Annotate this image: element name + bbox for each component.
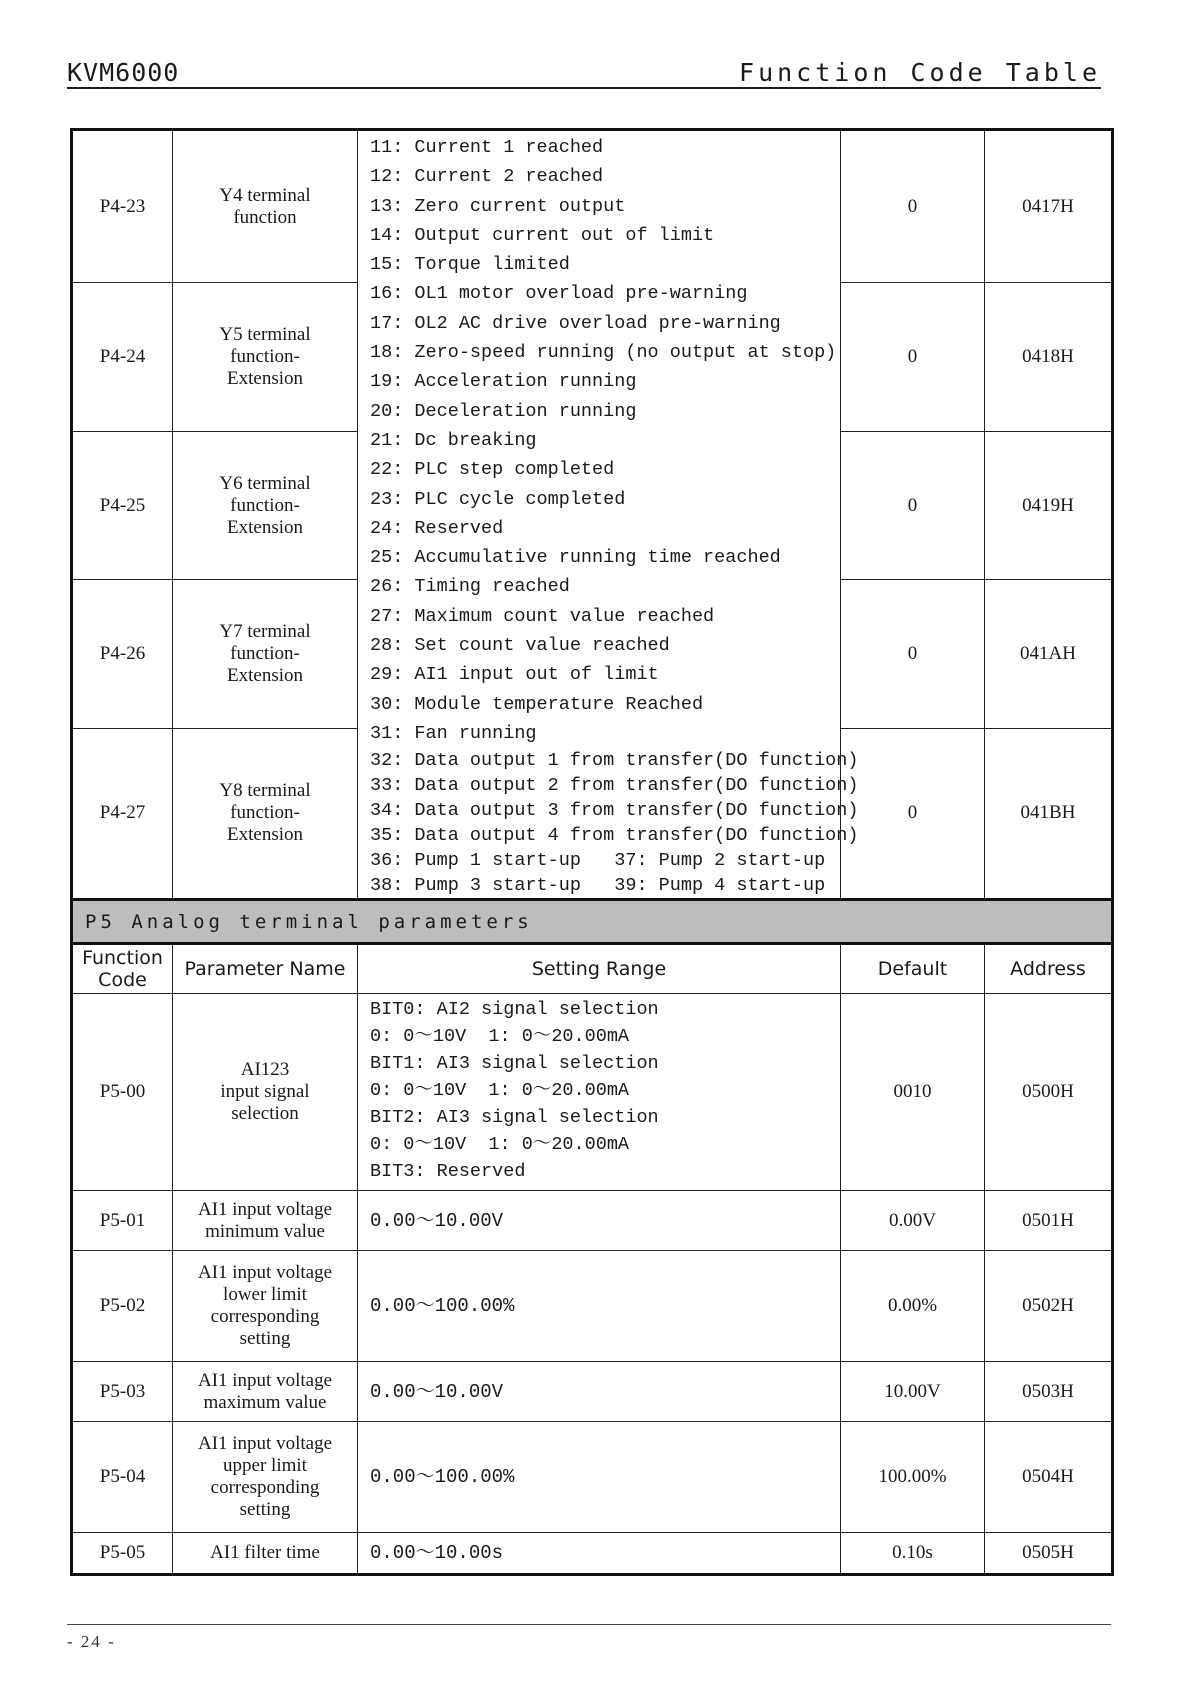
range-option: 22: PLC step completed: [370, 459, 615, 481]
page-number: - 24 -: [67, 1632, 116, 1651]
function-code-cell: P5-04: [72, 1422, 173, 1533]
range-option: 31: Fan running: [370, 722, 537, 744]
default-cell: 0.10s: [841, 1533, 985, 1575]
parameter-name-line: function-: [230, 346, 300, 368]
address-cell: 0417H: [985, 130, 1113, 283]
range-option: 28: Set count value reached: [370, 635, 670, 657]
parameter-name-line: Y4 terminal: [219, 184, 311, 206]
default-cell: 10.00V: [841, 1362, 985, 1422]
column-header-address: Address: [985, 944, 1113, 994]
parameter-name-cell: [173, 1251, 358, 1362]
setting-range-cell: 0.00～10.00V: [358, 1362, 841, 1422]
range-option: 0: 0～10V 1: 0～20.00mA: [370, 1026, 630, 1048]
range-option: 36: Pump 1 start-up 37: Pump 2 start-up: [370, 850, 826, 872]
range-option: 32: Data output 1 from transfer(DO function): [370, 750, 859, 772]
range-option: 23: PLC cycle completed: [370, 488, 626, 510]
range-option: 30: Module temperature Reached: [370, 693, 704, 715]
parameter-name-line: Y5 terminal: [219, 324, 311, 346]
parameter-name-line: setting: [239, 1328, 291, 1350]
range-option: 33: Data output 2 from transfer(DO function): [370, 775, 859, 797]
parameter-name-cell: [173, 130, 358, 283]
range-option: 11: Current 1 reached: [370, 137, 604, 158]
setting-range-cell: [358, 994, 841, 1191]
parameter-name-line: upper limit: [223, 1455, 307, 1477]
table-row: [72, 1362, 1113, 1422]
column-header-line: Function: [82, 947, 163, 970]
column-header-function-code: [72, 944, 173, 994]
parameter-name-cell: [173, 580, 358, 728]
address-cell: 0505H: [985, 1533, 1113, 1575]
range-option: 38: Pump 3 start-up 39: Pump 4 start-up: [370, 875, 826, 897]
parameter-name-line: Y6 terminal: [219, 472, 311, 494]
default-cell: 0.00%: [841, 1251, 985, 1362]
function-code-cell: P4-27: [72, 728, 173, 900]
function-code-cell: P5-02: [72, 1251, 173, 1362]
parameter-name-cell: [173, 431, 358, 579]
footer-divider: [67, 1624, 1111, 1625]
column-header-line: Code: [98, 969, 147, 992]
setting-range-cell: 0.00～10.00V: [358, 1191, 841, 1251]
range-option: 35: Data output 4 from transfer(DO function): [370, 825, 859, 847]
function-code-cell: P5-00: [72, 994, 173, 1191]
parameter-name-line: lower limit: [223, 1284, 307, 1306]
column-header-parameter-name: Parameter Name: [173, 944, 358, 994]
parameter-name-line: Extension: [227, 368, 303, 390]
address-cell: 0504H: [985, 1422, 1113, 1533]
range-option: 26: Timing reached: [370, 576, 570, 598]
document-section-title: Function Code Table: [739, 58, 1101, 87]
range-option: 14: Output current out of limit: [370, 224, 715, 246]
parameter-name-line: AI1 input voltage: [197, 1369, 333, 1391]
parameter-name-cell: [173, 994, 358, 1191]
parameter-name-line: Y7 terminal: [219, 620, 311, 642]
table-row: [72, 1533, 1113, 1575]
range-option: 34: Data output 3 from transfer(DO function): [370, 800, 859, 822]
address-cell: 0501H: [985, 1191, 1113, 1251]
table-row: [72, 994, 1113, 1191]
parameter-name-line: AI1 input voltage: [197, 1262, 333, 1284]
parameter-name-cell: [173, 1422, 358, 1533]
document-model: KVM6000: [67, 58, 180, 87]
function-code-cell: P4-25: [72, 431, 173, 579]
default-cell: 0: [841, 580, 985, 728]
parameter-name-line: setting: [239, 1499, 291, 1521]
parameter-name-line: minimum value: [205, 1220, 325, 1242]
setting-range-cell: [358, 130, 859, 900]
parameter-name-line: AI1 input voltage: [197, 1198, 333, 1220]
setting-range-cell: 0.00～10.00s: [358, 1533, 841, 1575]
header-divider: [67, 87, 1101, 89]
column-header-default: Default: [841, 944, 985, 994]
default-cell: 0010: [841, 994, 985, 1191]
range-option: BIT3: Reserved: [370, 1161, 526, 1183]
function-code-cell: P5-03: [72, 1362, 173, 1422]
range-option: 0: 0～10V 1: 0～20.00mA: [370, 1080, 630, 1102]
function-code-table: [70, 128, 1114, 1576]
parameter-name-line: AI1 input voltage: [197, 1433, 333, 1455]
default-cell: 0: [841, 130, 985, 283]
range-option: 13: Zero current output: [370, 195, 626, 217]
parameter-name-line: corresponding: [210, 1306, 320, 1328]
parameter-name-cell: AI1 filter time: [173, 1533, 358, 1575]
range-option: 0: 0～10V 1: 0～20.00mA: [370, 1134, 630, 1156]
range-option: 12: Current 2 reached: [370, 166, 604, 188]
setting-range-list: [370, 133, 859, 898]
table-row: [72, 130, 1113, 283]
table-row: [72, 1422, 1113, 1533]
address-cell: 0502H: [985, 1251, 1113, 1362]
range-option: 25: Accumulative running time reached: [370, 547, 781, 569]
parameter-name-cell: [173, 728, 358, 900]
default-cell: 0.00V: [841, 1191, 985, 1251]
default-cell: 100.00%: [841, 1422, 985, 1533]
parameter-name-line: Extension: [227, 516, 303, 538]
function-code-cell: P4-26: [72, 580, 173, 728]
address-cell: 0500H: [985, 994, 1113, 1191]
function-code-cell: P4-24: [72, 283, 173, 431]
column-header-setting-range: Setting Range: [358, 944, 841, 994]
parameter-name-line: selection: [231, 1103, 299, 1125]
range-option: 29: AI1 input out of limit: [370, 664, 659, 686]
range-option: 16: OL1 motor overload pre-warning: [370, 283, 748, 305]
range-option: 15: Torque limited: [370, 254, 570, 276]
setting-range-cell: 0.00～100.00%: [358, 1251, 841, 1362]
parameter-name-line: maximum value: [203, 1391, 327, 1413]
function-code-cell: P5-05: [72, 1533, 173, 1575]
range-option: BIT0: AI2 signal selection: [370, 999, 659, 1021]
address-cell: 041AH: [985, 580, 1113, 728]
address-cell: 0503H: [985, 1362, 1113, 1422]
default-cell: 0: [841, 283, 985, 431]
range-option: BIT1: AI3 signal selection: [370, 1053, 659, 1075]
address-cell: 0419H: [985, 431, 1113, 579]
default-cell: 0: [841, 728, 985, 900]
range-option: 19: Acceleration running: [370, 371, 637, 393]
range-option: 20: Deceleration running: [370, 400, 637, 422]
address-cell: 0418H: [985, 283, 1113, 431]
range-option: 21: Dc breaking: [370, 429, 537, 451]
column-header-row: [72, 944, 1113, 994]
parameter-name-line: corresponding: [210, 1477, 320, 1499]
parameter-name-cell: [173, 283, 358, 431]
parameter-name-line: input signal: [220, 1081, 310, 1103]
address-cell: 041BH: [985, 728, 1113, 900]
function-code-cell: P4-23: [72, 130, 173, 283]
range-option: 24: Reserved: [370, 517, 504, 539]
parameter-name-line: AI123: [240, 1059, 290, 1081]
parameter-name-cell: [173, 1191, 358, 1251]
table-row: [72, 1251, 1113, 1362]
default-cell: 0: [841, 431, 985, 579]
parameter-name-line: function-: [230, 494, 300, 516]
parameter-name-line: function: [233, 206, 297, 228]
range-option: 17: OL2 AC drive overload pre-warning: [370, 312, 781, 334]
parameter-name-line: function-: [230, 802, 300, 824]
setting-range-cell: 0.00～100.00%: [358, 1422, 841, 1533]
parameter-name-line: Y8 terminal: [219, 780, 311, 802]
range-option: 18: Zero-speed running (no output at stop): [370, 342, 837, 364]
parameter-name-cell: [173, 1362, 358, 1422]
range-option: 27: Maximum count value reached: [370, 605, 715, 627]
parameter-name-line: Extension: [227, 664, 303, 686]
table-row: [72, 1191, 1113, 1251]
function-code-cell: P5-01: [72, 1191, 173, 1251]
range-option: BIT2: AI3 signal selection: [370, 1107, 659, 1129]
section-title-p5: P5 Analog terminal parameters: [72, 900, 1113, 944]
section-header-row: [72, 900, 1113, 944]
parameter-name-line: function-: [230, 642, 300, 664]
parameter-name-line: Extension: [227, 824, 303, 846]
